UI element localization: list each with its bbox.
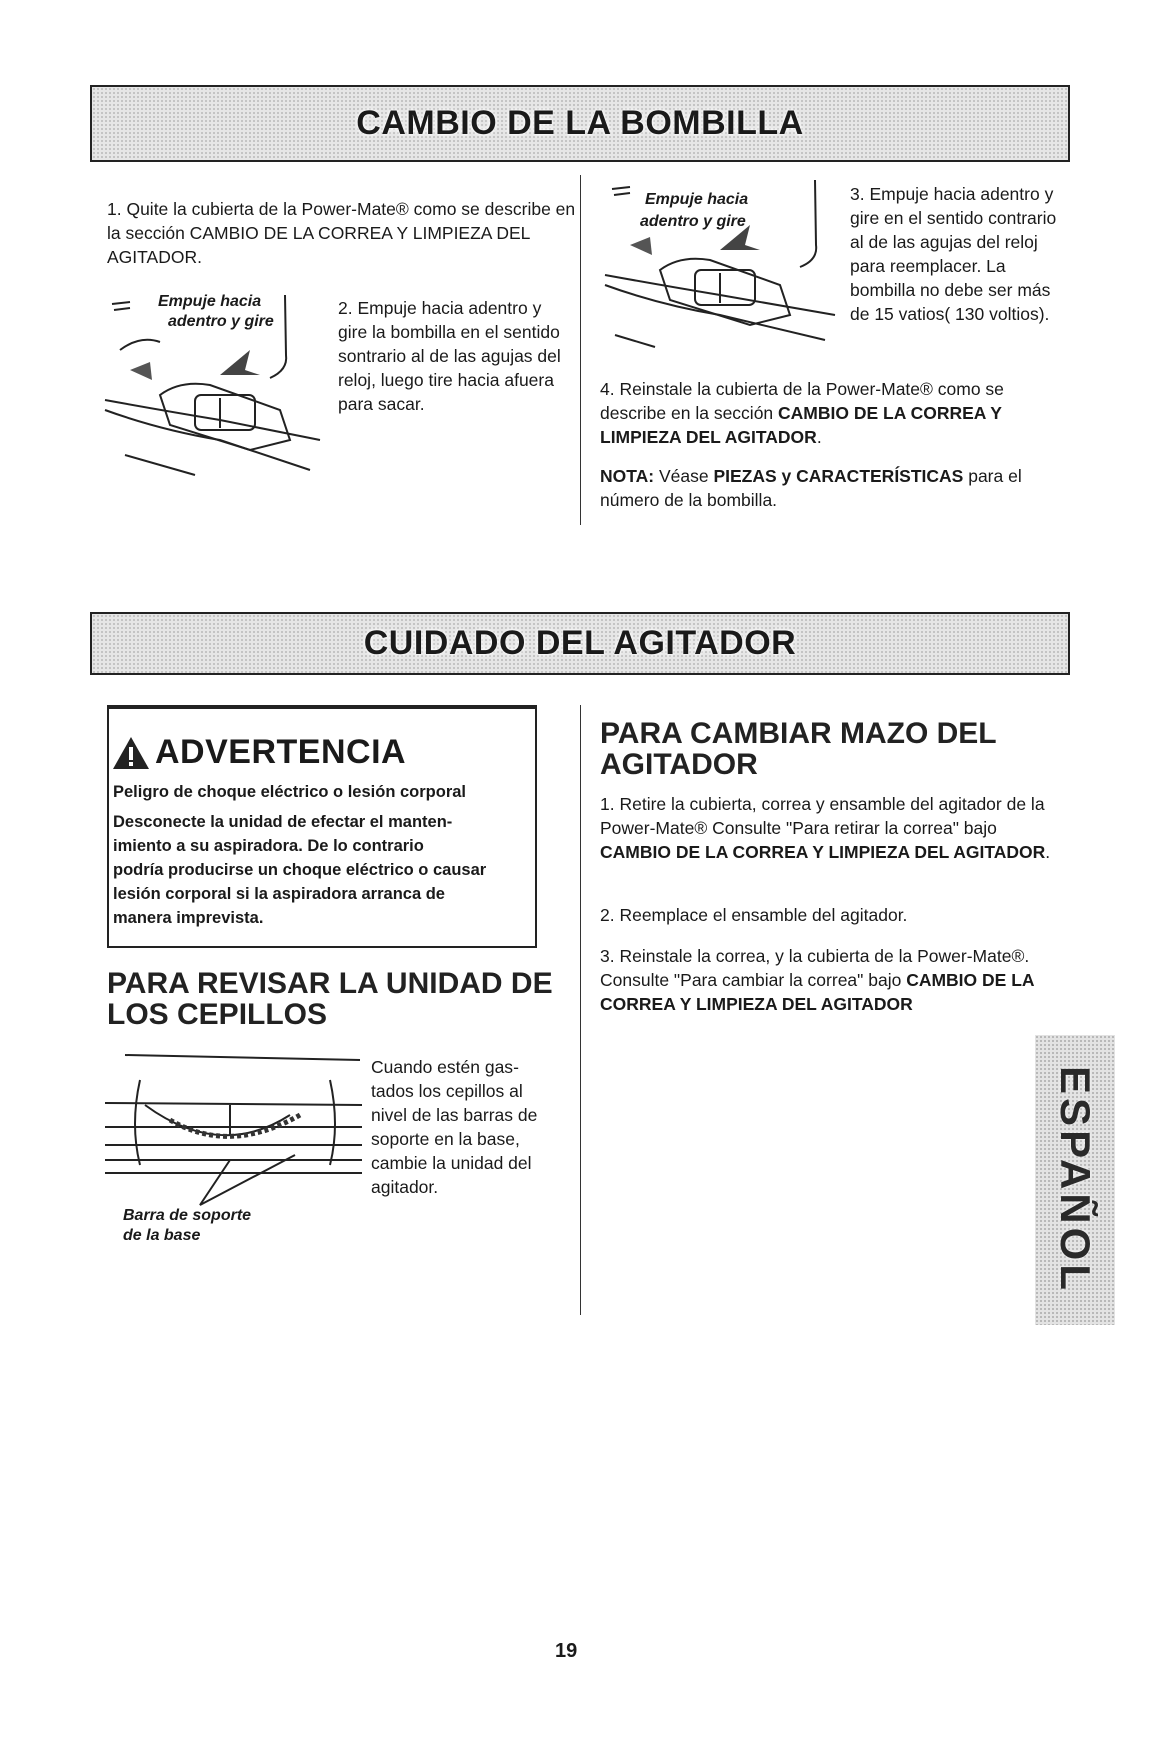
install-illustration-label-1: Empuje hacia: [645, 191, 749, 208]
banner-bulb-title: CAMBIO DE LA BOMBILLA: [356, 104, 804, 142]
warning-title: ADVERTENCIA: [155, 733, 407, 771]
warning-line-1: Peligro de choque eléctrico o lesión corporal: [113, 783, 467, 801]
warning-line-2a: Desconecte la unidad de efectar el manten-: [113, 813, 453, 831]
bulb-step-4: 4. Reinstale la cubierta de la Power-Mate® como se describe en la sección CAMBIO DE LA CORREA Y LIMPIEZA DEL AGITADOR.: [600, 379, 1004, 447]
language-side-tab: ESPAÑOL: [1035, 1035, 1115, 1325]
warning-line-2b: imiento a su aspiradora. De lo contrario: [113, 837, 424, 855]
agitator-step-1: 1. Retire la cubierta, correa y ensamble del agitador de la Power-Mate® Consulte "Para retirar la correa" bajo CAMBIO DE LA CORREA Y LIMPIEZA DEL AGITADOR.: [600, 794, 1051, 862]
bulb-step-3: 3. Empuje hacia adentro y gire en el sentido contrario al de las agujas del reloj para reemplacer. La bombilla no debe ser más de 15 vatios( 130 voltios).: [850, 184, 1057, 324]
agitator-step-2: 2. Reemplace el ensamble del agitador.: [600, 905, 908, 925]
bulb-step-1: 1. Quite la cubierta de la Power-Mate® como se describe en la sección CAMBIO DE LA CORREA Y LIMPIEZA DEL AGITADOR.: [107, 199, 576, 267]
brush-unit-illustration: [100, 1045, 365, 1210]
install-illustration-label-2: adentro y gire: [640, 213, 746, 230]
bulb-illustration-label-2: adentro y gire: [168, 313, 274, 330]
warning-triangle-icon: [111, 735, 151, 771]
support-bar-label-1: Barra de soporte: [123, 1207, 252, 1224]
banner-agitator-care: [90, 612, 1070, 675]
warning-header: [111, 733, 535, 772]
banner-agitator-title: CUIDADO DEL AGITADOR: [363, 624, 797, 662]
warning-line-4: lesión corporal si la aspiradora arranca de: [113, 885, 445, 903]
warning-line-5: manera imprevista.: [113, 909, 264, 927]
brush-unit-heading: PARA REVISAR LA UNIDAD DE LOS CEPILLOS: [107, 967, 553, 1031]
warning-box: [107, 705, 537, 948]
agitator-heading: PARA CAMBIAR MAZO DEL AGITADOR: [600, 717, 997, 781]
agitator-step-3: 3. Reinstale la correa, y la cubierta de la Power-Mate®. Consulte "Para cambiar la correa" bajo CAMBIO DE LA CORREA Y LIMPIEZA DEL AGITADOR: [600, 946, 1034, 1014]
column-divider-bottom: [580, 705, 581, 1315]
page-number: 19: [555, 1640, 578, 1662]
warning-line-3: podría producirse un choque eléctrico o causar: [113, 861, 487, 879]
column-divider-top: [580, 175, 581, 525]
bulb-step-2: 2. Empuje hacia adentro y gire la bombilla en el sentido sontrario al de las agujas del reloj, luego tire hacia afuera para sacar.: [338, 298, 561, 414]
support-bar-label-2: de la base: [123, 1227, 201, 1244]
brush-unit-text: Cuando estén gastados los cepillos al nivel de las barras de soporte en la base, cambie la unidad del agitador.: [371, 1057, 538, 1197]
bulb-illustration-label-1: Empuje hacia: [158, 293, 262, 310]
banner-bulb-change: [90, 85, 1070, 162]
bulb-note: NOTA: Véase PIEZAS y CARACTERÍSTICAS para el número de la bombilla.: [600, 466, 1022, 510]
